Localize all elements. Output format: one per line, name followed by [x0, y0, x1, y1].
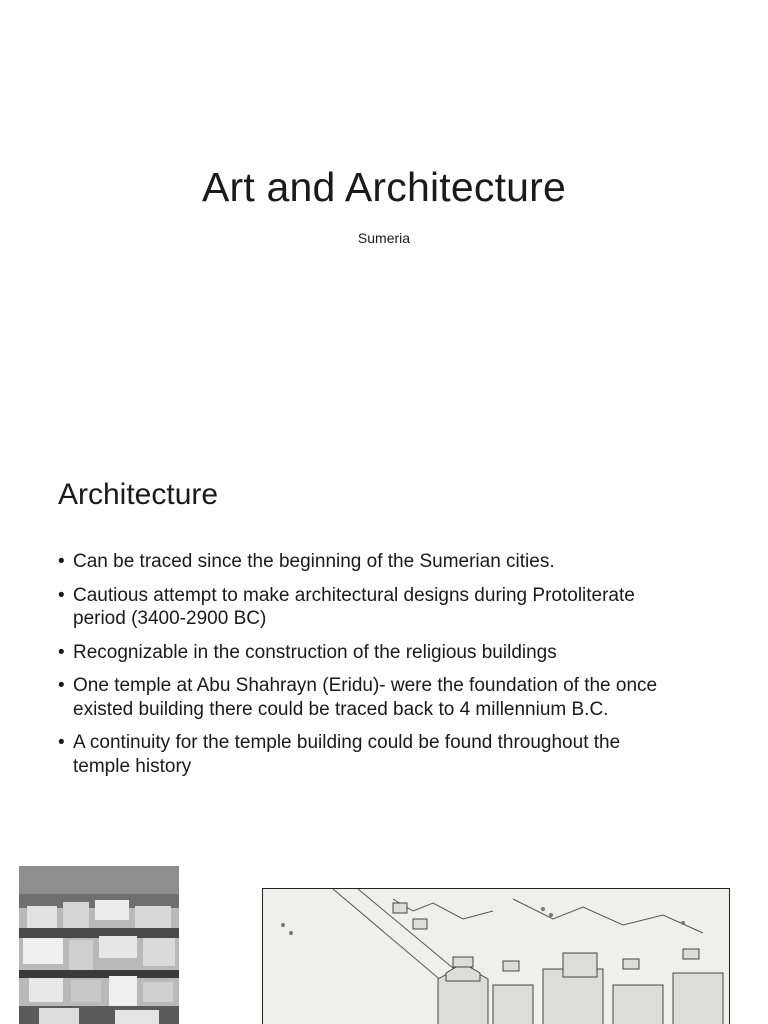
- image-slide: [0, 842, 768, 1024]
- ruins-photo-icon: [19, 866, 179, 1024]
- bullet-text: Can be traced since the beginning of the Sumerian cities.: [73, 551, 555, 572]
- bullet-list: [58, 550, 718, 788]
- bullet-text-line: temple history: [73, 755, 192, 777]
- presentation-title: Art and Architecture: [201, 164, 567, 210]
- bullet-text-line: A continuity for the temple building could be found throughout the: [73, 732, 621, 753]
- excavation-photo: [19, 866, 179, 1024]
- presentation-subtitle: Sumeria: [357, 230, 411, 246]
- bullet-text: Recognizable in the construction of the religious buildings: [73, 641, 557, 663]
- bullet-item: [58, 731, 718, 778]
- bullet-icon: •: [58, 641, 65, 663]
- bullet-item: [58, 550, 718, 574]
- bullet-text-line: One temple at Abu Shahrayn (Eridu)- were the foundation of the once: [73, 675, 658, 696]
- bullet-icon: •: [58, 732, 65, 753]
- title-slide: [0, 0, 768, 432]
- bullet-text-line: period (3400-2900 BC): [73, 608, 267, 629]
- architecture-slide: [0, 432, 768, 842]
- bullet-text-line: Cautious attempt to make architectural designs during Protoliterate: [73, 584, 635, 606]
- bullet-item: [58, 584, 718, 631]
- bullet-icon: •: [58, 675, 65, 696]
- bullet-icon: •: [58, 584, 65, 606]
- bullet-item: [58, 674, 718, 721]
- bullet-icon: •: [58, 551, 65, 572]
- temple-drawing: [262, 888, 730, 1024]
- section-heading: Architecture: [58, 478, 219, 511]
- bullet-item: [58, 641, 718, 665]
- bullet-text-line: existed building there could be traced back to 4 millennium B.C.: [73, 698, 609, 720]
- temple-reconstruction-icon: [263, 889, 730, 1024]
